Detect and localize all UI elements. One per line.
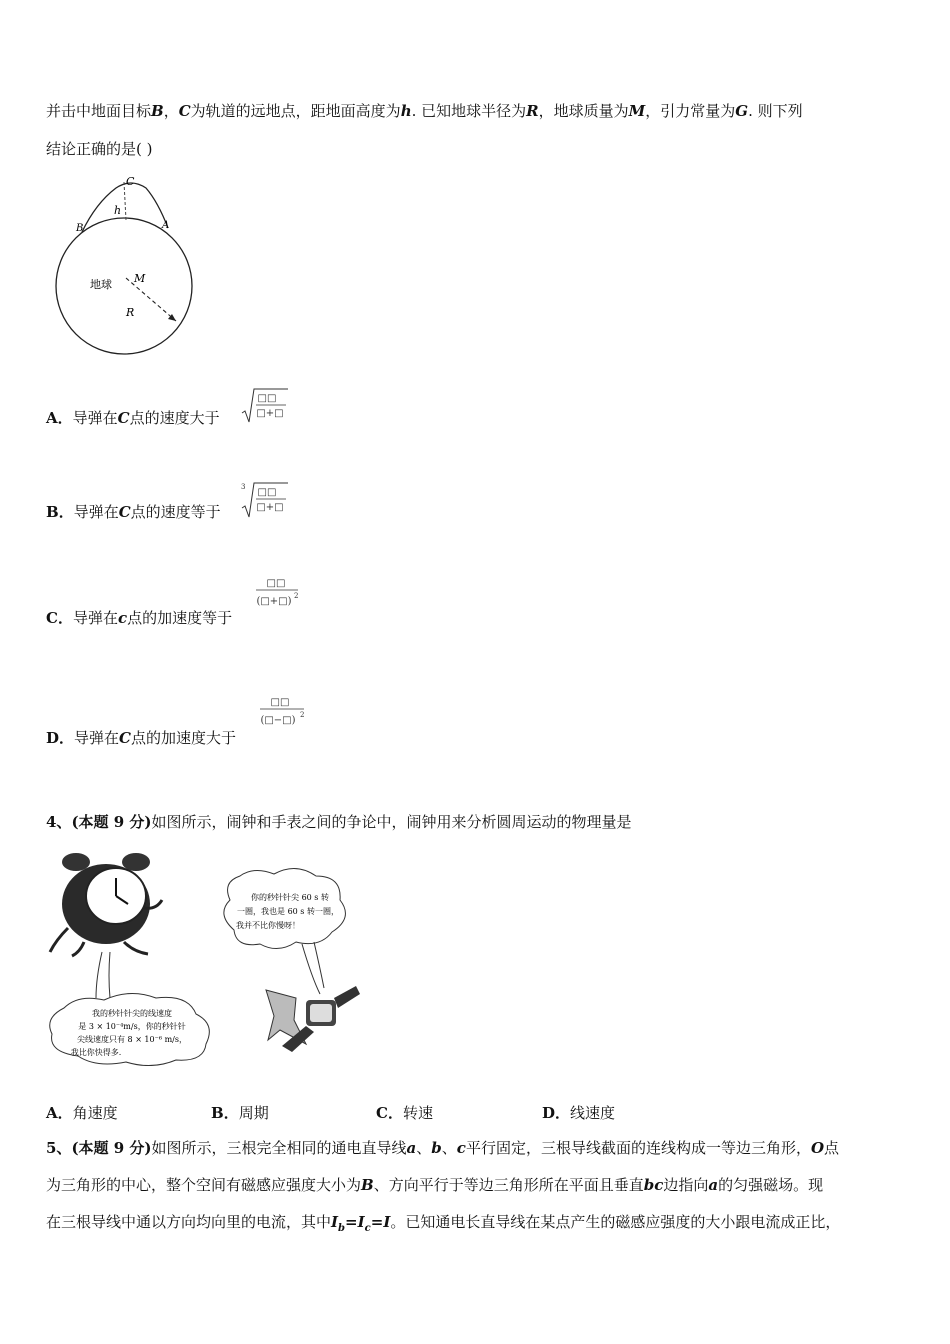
alarm-clock-icon [50, 853, 162, 956]
svg-text:一圈，我也是 60 s 转一圈，: 一圈，我也是 60 s 转一圈， [237, 907, 339, 916]
svg-text:尖线速度只有 8 × 10⁻⁶ m/s，: 尖线速度只有 8 × 10⁻⁶ m/s， [77, 1035, 187, 1044]
q4-option-a[interactable]: A．角速度 [46, 1104, 118, 1122]
svg-text:我并不比你慢呀！: 我并不比你慢呀！ [236, 921, 300, 930]
svg-text:是 3 × 10⁻⁴m/s，你的秒针针: 是 3 × 10⁻⁴m/s，你的秒针针 [78, 1022, 186, 1031]
watch-speech-bubble [224, 868, 346, 994]
q3-stem-line1: 并击中地面目标B，C为轨道的远地点，距地面高度为h. 已知地球半径为R，地球质量为M，引力常量为G. 则下列 [46, 102, 803, 120]
q5-stem-line3: 在三根导线中通以方向均向里的电流，其中$I_b=I_c=I$。已知通电长直导线在某点产生的磁感应强度的大小跟电流成正比， [46, 1213, 841, 1234]
q3-option-c-formula [252, 574, 304, 610]
svg-text:你的秒针针尖 60 s 转: 你的秒针针尖 60 s 转 [251, 893, 329, 902]
label-C: C [126, 175, 135, 188]
earth-circle [56, 218, 192, 354]
label-h: h [114, 204, 122, 217]
q4-option-c[interactable]: C．转速 [376, 1104, 433, 1122]
q4-option-d[interactable]: D．线速度 [542, 1104, 616, 1122]
q3-option-b-formula [238, 478, 290, 520]
q3-option-d-formula [256, 693, 310, 729]
svg-text:□□: □□ [270, 697, 290, 708]
svg-text:(□+□): (□+□) [256, 596, 292, 607]
svg-text:□□: □□ [266, 578, 286, 589]
clock-speech-bubble [50, 952, 210, 1066]
svg-text:3: 3 [241, 483, 246, 491]
q5-stem-line2: 为三角形的中心，整个空间有磁感应强度大小为B、方向平行于等边三角形所在平面且垂直bc边指向a的匀强磁场。现 [46, 1176, 824, 1194]
label-earth: 地球 [90, 278, 112, 291]
label-A: A [162, 220, 170, 231]
q3-option-d[interactable]: D．导弹在C点的加速度大于 [46, 729, 237, 747]
label-R: R [126, 306, 135, 319]
svg-text:我比你快得多.: 我比你快得多. [70, 1048, 122, 1057]
q3-option-c[interactable]: C．导弹在c点的加速度等于 [46, 609, 233, 627]
svg-text:□+□: □+□ [256, 408, 284, 419]
svg-text:2: 2 [300, 711, 305, 719]
earth-trajectory-figure [46, 168, 206, 358]
label-M: M [134, 272, 146, 285]
q4-stem: 4、(本题 9 分)如图所示，闹钟和手表之间的争论中，闹钟用来分析圆周运动的物理量是 [46, 813, 632, 831]
svg-text:□+□: □+□ [256, 502, 284, 513]
svg-text:(□−□): (□−□) [260, 715, 296, 726]
q3-option-b[interactable]: B．导弹在C点的速度等于 [46, 503, 221, 521]
q5-stem-line1: 5、(本题 9 分)如图所示，三根完全相同的通电直导线a、b、c平行固定，三根导线截面的连线构成一等边三角形，O点 [46, 1139, 840, 1157]
q4-option-b[interactable]: B．周期 [211, 1104, 269, 1122]
q3-option-a[interactable]: A．导弹在C点的速度大于 [46, 409, 220, 427]
wristwatch-icon [266, 986, 360, 1052]
label-B: B [76, 223, 84, 234]
q3-option-a-formula [240, 385, 290, 425]
svg-text:□□: □□ [257, 487, 277, 498]
clock-watch-figure [44, 848, 374, 1066]
svg-text:我的秒针针尖的线速度: 我的秒针针尖的线速度 [92, 1009, 172, 1018]
svg-text:□□: □□ [257, 393, 277, 404]
q3-stem-line2: 结论正确的是( ) [46, 140, 153, 158]
svg-text:2: 2 [294, 592, 299, 600]
